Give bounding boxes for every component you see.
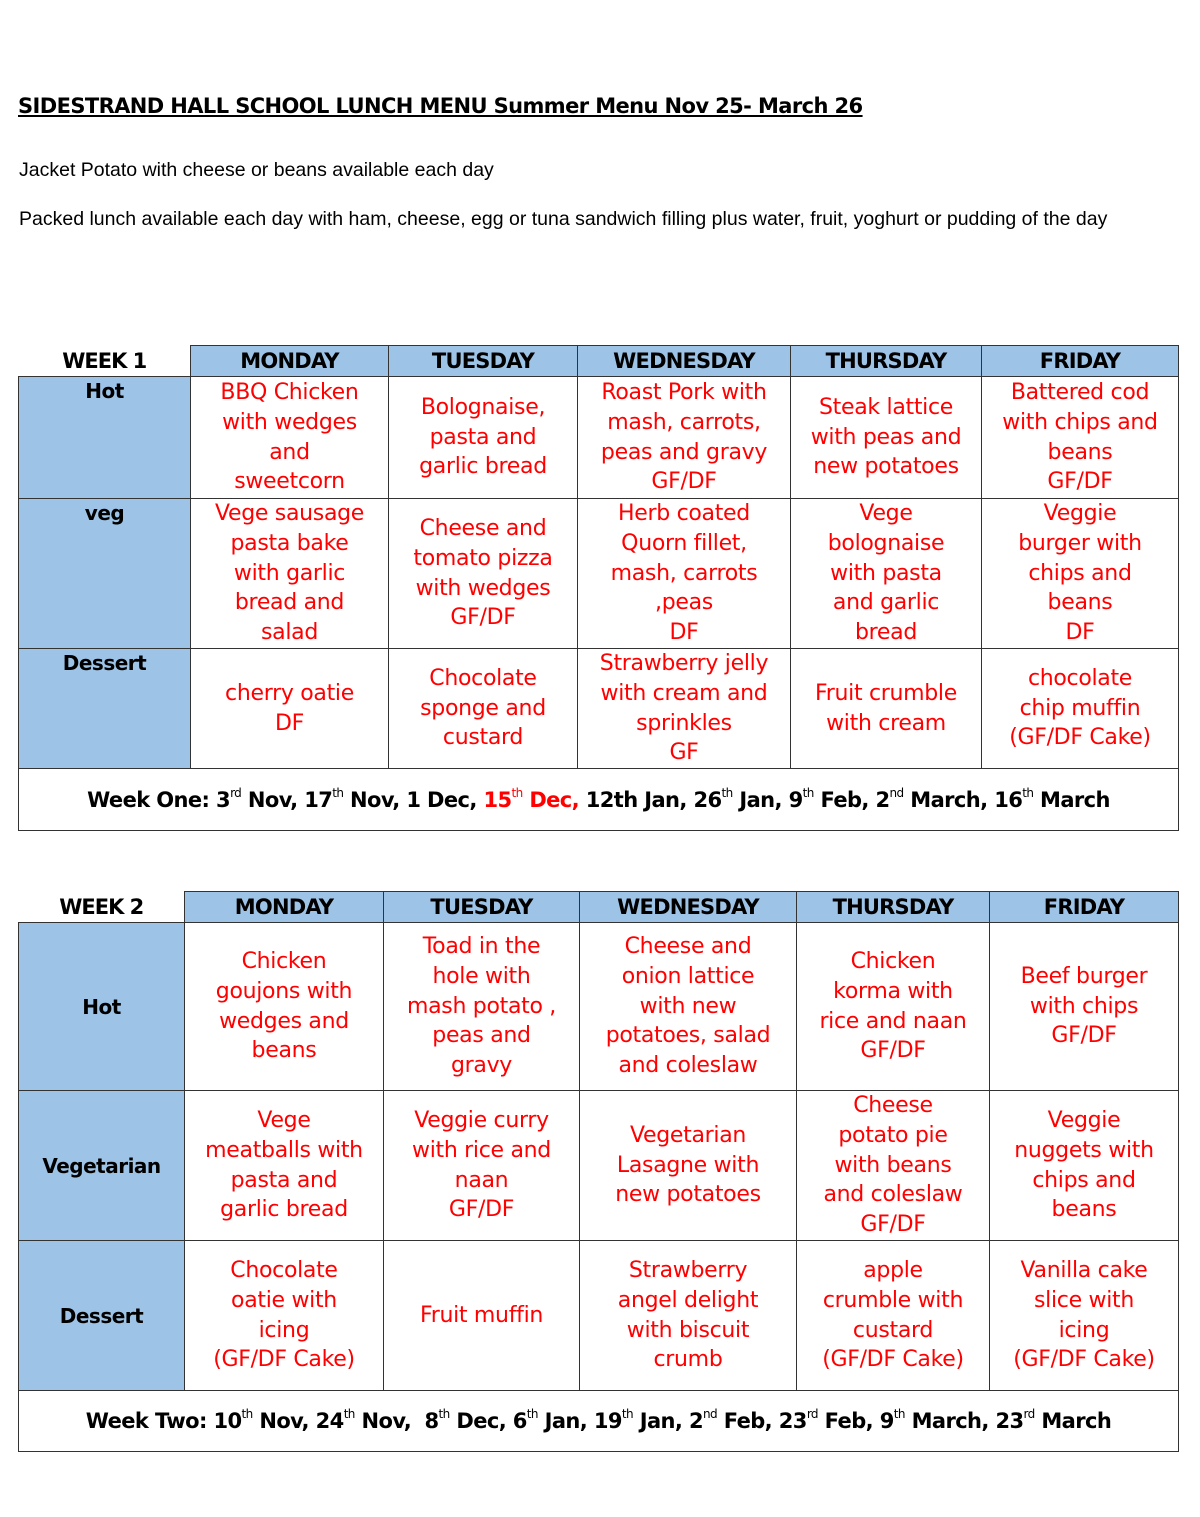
date-month: Nov, — [241, 787, 305, 812]
dish-line: with cream and — [600, 680, 768, 706]
date-number: 9 — [788, 787, 803, 812]
row-label-vegetarian: Vegetarian — [19, 1091, 185, 1241]
dish-line: (GF/DF Cake) — [822, 1347, 964, 1373]
dish-line: chips and — [1028, 560, 1132, 586]
dish-line: with pasta — [830, 560, 942, 586]
date-month: Nov, — [252, 1409, 316, 1433]
date-item — [779, 1409, 880, 1433]
week2-day-thursday: THURSDAY — [797, 892, 990, 923]
date-number: 12th Jan, — [585, 787, 694, 812]
dish-cell — [791, 377, 982, 499]
dish-line: Cheese and — [624, 934, 752, 959]
dish-line: Strawberry jelly — [599, 651, 769, 676]
date-ordinal: th — [526, 1407, 538, 1421]
dish-cell — [797, 1091, 990, 1241]
dish-line: nuggets with — [1014, 1137, 1154, 1163]
dish-line: beans — [1051, 1197, 1117, 1223]
dish-line: Chocolate — [429, 665, 537, 691]
dish-line: icing — [1058, 1317, 1110, 1343]
dish-line: Chicken — [850, 948, 936, 974]
dish-line: DF — [669, 620, 699, 646]
dish-cell — [185, 1091, 384, 1241]
dish-line: with cream — [826, 710, 946, 736]
date-item — [586, 788, 694, 812]
dish-line: new potatoes — [615, 1182, 761, 1208]
dish-line: bread — [854, 620, 917, 646]
date-number: 6 — [512, 1409, 527, 1433]
dish-line: Veggie — [1043, 501, 1117, 526]
date-month: Jan, — [732, 787, 789, 812]
dish-cell — [982, 649, 1179, 769]
date-number: 10 — [213, 1409, 242, 1433]
dish-cell — [797, 1241, 990, 1391]
dish-cell — [580, 923, 797, 1091]
week2-dates-row — [19, 1391, 1179, 1452]
dish-line: peas and gravy — [600, 439, 768, 465]
date-item — [994, 785, 1110, 812]
dish-line: angel delight — [617, 1287, 759, 1313]
date-month: Dec, — [449, 1409, 513, 1433]
dish-line: mash, carrots, — [607, 409, 761, 435]
dish-line: and coleslaw — [618, 1053, 758, 1079]
dish-line: Vegetarian — [629, 1122, 747, 1148]
week1-row-hot — [19, 377, 1179, 499]
date-ordinal: rd — [806, 1407, 818, 1421]
dish-line: sponge and — [420, 695, 546, 721]
dish-line: Veggie — [1047, 1107, 1121, 1133]
dish-line: ,peas — [655, 590, 713, 616]
dish-line: and garlic — [832, 590, 940, 616]
dish-line: Roast Pork with — [601, 379, 767, 405]
week1-dates-row — [19, 769, 1179, 831]
date-ordinal: th — [621, 1407, 634, 1421]
dish-line: custard — [442, 725, 524, 751]
date-month: Nov, — [343, 787, 407, 812]
dish-line: Cheese and — [419, 515, 547, 541]
dish-line: with biscuit — [626, 1317, 750, 1343]
dish-cell — [191, 649, 389, 769]
date-number: 19 — [593, 1409, 622, 1433]
dish-line: bread and — [234, 590, 345, 616]
dish-line: pasta and — [230, 1167, 338, 1193]
week2-row-vegetarian — [19, 1091, 1179, 1241]
week2-label: WEEK 2 — [19, 892, 185, 923]
dish-line: GF/DF — [448, 1197, 515, 1223]
dish-line: onion lattice — [621, 963, 755, 989]
dish-cell — [389, 377, 578, 499]
dish-line: garlic bread — [220, 1197, 348, 1223]
dish-line: Vege — [257, 1107, 311, 1133]
dish-line: mash, carrots — [610, 560, 758, 586]
dish-line: crumble with — [822, 1287, 964, 1313]
dish-line: beans — [1047, 439, 1113, 465]
jacket-potato-note: Jacket Potato with cheese or beans available each day — [19, 159, 494, 181]
date-month: Nov, — [354, 1409, 425, 1433]
dish-line: Toad in the — [422, 934, 541, 959]
dish-line: (GF/DF Cake) — [1013, 1347, 1155, 1373]
date-ordinal: rd — [230, 785, 242, 800]
date-ordinal: rd — [1023, 1407, 1035, 1421]
dish-cell — [982, 377, 1179, 499]
date-ordinal: th — [438, 1407, 450, 1421]
dish-line: Fruit muffin — [419, 1302, 544, 1328]
dish-line: with wedges — [415, 575, 551, 601]
dish-cell — [578, 649, 791, 769]
date-ordinal: th — [343, 1407, 355, 1421]
dish-line: beans — [251, 1038, 317, 1064]
dish-line: (GF/DF Cake) — [1009, 725, 1151, 751]
dish-line: GF/DF — [860, 1212, 926, 1238]
week1-label: WEEK 1 — [19, 346, 191, 377]
dish-line: bolognaise — [827, 530, 945, 556]
dish-line: Vege — [859, 501, 913, 526]
packed-lunch-note: Packed lunch available each day with ham, cheese, egg or tuna sandwich filling plus water, fruit, yoghurt or pudding of the day — [19, 208, 1108, 230]
dish-line: GF/DF — [651, 469, 717, 495]
date-number: 9 — [879, 1409, 894, 1433]
dish-line: Beef burger — [1020, 963, 1148, 989]
dish-line: potatoes, salad — [605, 1023, 771, 1049]
dish-line: with garlic — [233, 560, 346, 586]
dish-line: and coleslaw — [823, 1182, 963, 1208]
date-number: 1 Dec, — [406, 787, 484, 812]
date-item — [875, 785, 995, 812]
dish-line: tomato pizza — [413, 545, 553, 571]
date-item — [513, 1409, 594, 1433]
dish-cell — [185, 923, 384, 1091]
week2-row-dessert — [19, 1241, 1179, 1391]
date-item — [788, 785, 876, 812]
dish-line: Vege sausage — [214, 501, 365, 526]
dish-line: meatballs with — [205, 1137, 363, 1163]
date-item — [425, 1409, 513, 1433]
dish-cell — [384, 1241, 580, 1391]
dish-line: GF/DF — [1047, 469, 1113, 495]
row-label-dessert: Dessert — [19, 1241, 185, 1391]
week1-row-veg — [19, 499, 1179, 649]
dish-line: Veggie curry — [414, 1107, 549, 1133]
dish-line: Battered cod — [1010, 379, 1150, 405]
date-item — [880, 1409, 996, 1433]
row-label-veg: veg — [19, 499, 191, 649]
week1-day-monday: MONDAY — [191, 346, 389, 377]
date-item — [216, 785, 305, 812]
dish-cell — [990, 1241, 1179, 1391]
date-number: 8 — [424, 1409, 439, 1433]
dish-line: with wedges — [222, 409, 357, 435]
dish-line: Fruit crumble — [814, 680, 957, 706]
dish-line: korma with — [833, 978, 953, 1004]
row-label-hot: Hot — [19, 923, 185, 1091]
date-item — [996, 1409, 1112, 1433]
dish-line: chocolate — [1027, 665, 1133, 691]
dish-line: sweetcorn — [234, 469, 345, 495]
date-month: March — [1033, 787, 1110, 812]
date-item — [689, 1409, 779, 1433]
date-month: Dec, — [522, 787, 586, 812]
dish-line: custard — [852, 1317, 934, 1343]
dish-line: chip muffin — [1019, 695, 1141, 721]
date-month: March — [1034, 1409, 1112, 1433]
date-number: 2 — [875, 787, 890, 812]
week2-day-monday: MONDAY — [185, 892, 384, 923]
date-month: Feb, — [813, 787, 876, 812]
dish-line: pasta and — [429, 424, 537, 450]
dish-line: GF/DF — [1051, 1023, 1117, 1049]
week2-day-friday: FRIDAY — [990, 892, 1179, 923]
dish-cell — [578, 499, 791, 649]
dates-prefix: Week Two: — [85, 1409, 214, 1433]
dish-line: with new — [639, 993, 737, 1019]
dish-line: slice with — [1034, 1287, 1134, 1313]
dish-cell — [389, 499, 578, 649]
dish-line: salad — [260, 620, 318, 646]
dish-line: mash potato , — [406, 993, 556, 1019]
dish-cell — [384, 1091, 580, 1241]
dish-line: (GF/DF Cake) — [213, 1347, 355, 1373]
dish-line: pasta bake — [230, 530, 349, 556]
dish-cell — [990, 1091, 1179, 1241]
dish-cell — [191, 499, 389, 649]
dish-line: apple — [863, 1257, 923, 1283]
dish-line: Chocolate — [230, 1257, 338, 1283]
date-month: Jan, — [633, 1409, 689, 1433]
dish-cell — [580, 1091, 797, 1241]
date-number: 3 — [216, 787, 231, 812]
date-month: Feb, — [817, 1409, 880, 1433]
dish-line: with peas and — [810, 424, 962, 450]
row-label-dessert: Dessert — [19, 649, 191, 769]
dish-cell — [791, 499, 982, 649]
dish-line: Quorn fillet, — [621, 530, 747, 556]
date-number: 23 — [778, 1409, 807, 1433]
date-number: 23 — [995, 1409, 1024, 1433]
dish-line: with chips — [1029, 993, 1139, 1019]
week1-menu-table — [18, 345, 1179, 831]
date-number: 24 — [315, 1409, 344, 1433]
dish-line: wedges and — [219, 1008, 349, 1034]
dish-line: crumb — [653, 1347, 723, 1373]
dish-line: Cheese — [853, 1093, 933, 1118]
dish-line: naan — [454, 1167, 509, 1193]
date-number: 16 — [994, 787, 1023, 812]
week2-row-hot — [19, 923, 1179, 1091]
date-month: March, — [903, 787, 995, 812]
date-month: Jan, — [537, 1409, 594, 1433]
date-number: 26 — [693, 787, 722, 812]
date-number: 15 — [483, 787, 512, 812]
dish-line: hole with — [432, 963, 531, 989]
date-ordinal: th — [332, 785, 344, 800]
date-ordinal: th — [511, 785, 523, 800]
dish-line: DF — [275, 710, 304, 736]
dish-line: with chips and — [1002, 409, 1158, 435]
dish-line: with rice and — [412, 1137, 551, 1163]
dish-line: potato pie — [838, 1122, 948, 1148]
dish-line: sprinkles — [636, 710, 732, 736]
dish-line: DF — [1065, 620, 1095, 646]
date-item — [594, 1409, 689, 1433]
dates-prefix: Week One: — [87, 787, 217, 812]
date-item — [316, 1409, 425, 1433]
dish-line: gravy — [450, 1053, 513, 1079]
row-label-hot: Hot — [19, 377, 191, 499]
dish-cell — [797, 923, 990, 1091]
week1-row-dessert — [19, 649, 1179, 769]
dish-line: and — [269, 439, 310, 465]
dish-line: icing — [258, 1317, 310, 1343]
dish-cell — [578, 377, 791, 499]
dish-line: BBQ Chicken — [220, 379, 359, 405]
week1-day-wednesday: WEDNESDAY — [578, 346, 791, 377]
week2-day-wednesday: WEDNESDAY — [580, 892, 797, 923]
dish-line: peas and — [432, 1023, 531, 1049]
date-number: 2 — [688, 1409, 703, 1433]
date-item — [214, 1409, 316, 1433]
dish-line: garlic bread — [419, 454, 547, 480]
date-number: 17 — [304, 787, 333, 812]
date-month: Feb, — [717, 1409, 779, 1433]
dish-line: GF — [669, 740, 699, 766]
date-ordinal: th — [241, 1407, 253, 1421]
week1-day-tuesday: TUESDAY — [389, 346, 578, 377]
dish-line: burger with — [1018, 530, 1142, 556]
date-item — [406, 788, 483, 812]
dish-cell — [990, 923, 1179, 1091]
dish-line: Strawberry — [628, 1257, 748, 1283]
dish-cell — [580, 1241, 797, 1391]
week2-menu-table — [18, 891, 1179, 1452]
dish-line: cherry oatie — [225, 680, 354, 706]
date-ordinal: th — [1022, 785, 1034, 800]
date-item — [693, 785, 789, 812]
dish-line: GF/DF — [860, 1038, 926, 1064]
dish-cell — [384, 923, 580, 1091]
dish-line: GF/DF — [450, 605, 516, 631]
dish-line: chips and — [1032, 1167, 1136, 1193]
dish-line: Lasagne with — [616, 1152, 760, 1178]
week2-header-row — [19, 892, 1179, 923]
page-title: SIDESTRAND HALL SCHOOL LUNCH MENU Summer Menu Nov 25- March 26 — [18, 94, 863, 118]
dish-cell — [791, 649, 982, 769]
dish-line: beans — [1047, 590, 1113, 616]
dish-line: Bolognaise, — [420, 394, 546, 420]
date-ordinal: nd — [889, 785, 904, 800]
date-ordinal: th — [893, 1407, 905, 1421]
dish-cell — [191, 377, 389, 499]
dish-line: rice and naan — [819, 1008, 967, 1034]
week1-day-thursday: THURSDAY — [791, 346, 982, 377]
date-ordinal: th — [802, 785, 814, 800]
week1-header-row — [19, 346, 1179, 377]
week2-dates — [19, 1391, 1179, 1452]
week1-day-friday: FRIDAY — [982, 346, 1179, 377]
dish-line: oatie with — [231, 1287, 337, 1313]
dish-line: goujons with — [215, 978, 353, 1004]
week2-day-tuesday: TUESDAY — [384, 892, 580, 923]
date-month: March, — [904, 1409, 996, 1433]
dish-line: Chicken — [241, 948, 327, 974]
week1-dates — [19, 769, 1179, 831]
date-ordinal: th — [721, 785, 733, 800]
dish-line: Vanilla cake — [1020, 1257, 1148, 1283]
date-item — [483, 785, 586, 812]
dish-cell — [982, 499, 1179, 649]
dish-cell — [185, 1241, 384, 1391]
dish-line: Herb coated — [618, 501, 750, 526]
dish-line: Steak lattice — [818, 394, 954, 420]
date-item — [304, 785, 407, 812]
dish-line: new potatoes — [813, 454, 959, 480]
dish-cell — [389, 649, 578, 769]
dish-line: with beans — [834, 1152, 952, 1178]
date-ordinal: nd — [702, 1407, 717, 1421]
